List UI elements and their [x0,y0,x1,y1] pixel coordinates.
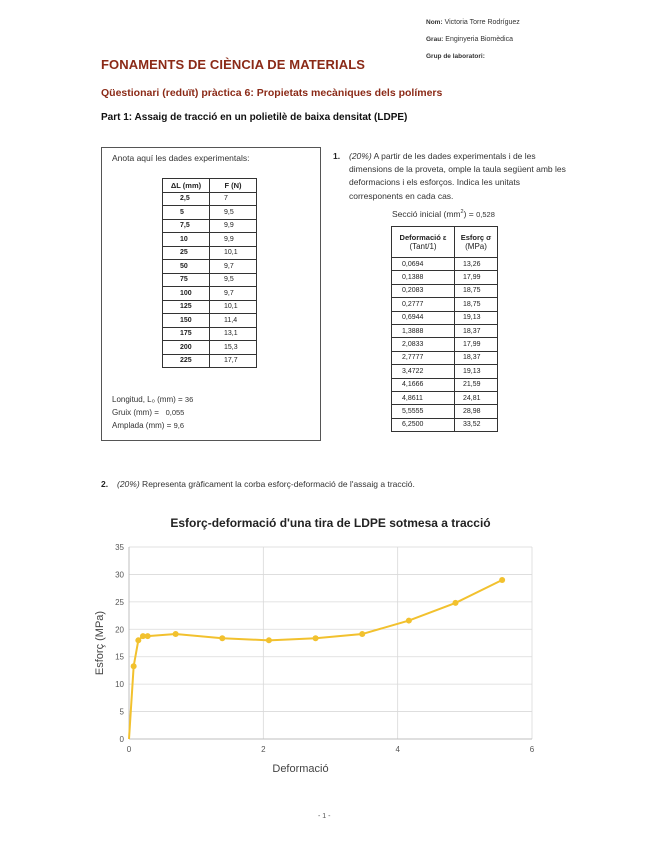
header-name: Nom: Victoria Torre Rodríguez [426,19,520,26]
table-row [163,233,257,247]
dl-cell: 25 [163,246,210,260]
table-row [163,300,257,314]
table-row [163,354,257,368]
header-lab-group: Grup de laboratori: [426,53,485,60]
data-point [145,633,151,639]
x-tick-label: 6 [529,745,535,754]
dl-cell: 200 [163,341,210,355]
section-line: Secció inicial $(mm^2) = 0,528$ [392,209,495,219]
f-cell: 9,9 [210,233,257,247]
dl-cell: 100 [163,287,210,301]
data-point [173,631,179,637]
dl-cell: 2,5 [163,192,210,206]
stress-cell: 33,52 [455,418,498,431]
series-line [129,580,502,739]
x-tick-label: 4 [395,745,400,754]
y-tick-label: 15 [115,652,124,662]
stress-cell: 19,13 [455,365,498,378]
table-row [163,192,257,206]
part-heading: Part 1: Assaig de tracció en un polietilè de baixa densitat (LDPE) [101,112,408,123]
table-row [392,311,498,324]
deformation-cell: 4,1666 [392,378,455,391]
table-row [392,284,498,297]
f-cell: 7 [210,192,257,206]
dl-cell: 225 [163,354,210,368]
dl-cell: 175 [163,327,210,341]
f-cell: 10,1 [210,246,257,260]
header-degree: Grau: Enginyeria Biomèdica [426,36,513,43]
deformation-cell: 0,2777 [392,298,455,311]
table-row [392,378,498,391]
stress-cell: 18,37 [455,324,498,337]
stress-cell: 18,75 [455,298,498,311]
table-row [163,341,257,355]
f-cell: 10,1 [210,300,257,314]
q1-number: 1. [333,151,341,161]
table-row [163,287,257,301]
f-cell: 11,4 [210,314,257,328]
table-row [392,405,498,418]
deformation-cell: 2,7777 [392,351,455,364]
deformation-cell: 5,5555 [392,405,455,418]
stress-cell: 21,59 [455,378,498,391]
x-tick-label: 2 [261,745,266,754]
q2-text: (20%) Representa gràficament la corba esforç-deformació de l'assaig a tracció. [117,479,415,489]
q2-number: 2. [101,479,109,489]
table-row [163,206,257,220]
deformation-cell: 4,8611 [392,391,455,404]
deformation-cell: 2,0833 [392,338,455,351]
experimental-data-label: Anota aquí les dades experimentals: [112,153,250,163]
table-row [163,273,257,287]
dl-cell: 150 [163,314,210,328]
y-axis-label: Esforç (MPa) [94,610,106,676]
f-cell: 9,7 [210,287,257,301]
data-point [131,663,137,669]
table-row [163,260,257,274]
data-point [266,637,272,643]
stress-cell: 13,26 [455,258,498,271]
col-header-f: F (N) [210,179,257,193]
results-table [391,226,498,432]
y-tick-label: 35 [115,543,124,552]
thickness-line: Gruix (mm) = 0,055 [112,408,185,417]
f-cell: 15,3 [210,341,257,355]
stress-cell: 24,81 [455,391,498,404]
col-header-stress: Esforç σ (MPa) [455,227,498,258]
deformation-cell: 3,4722 [392,365,455,378]
y-tick-label: 10 [115,680,124,690]
stress-cell: 19,13 [455,311,498,324]
x-axis-label: Deformació [272,763,329,775]
dl-cell: 75 [163,273,210,287]
y-tick-label: 30 [115,570,124,580]
table-row [392,365,498,378]
page-number: - 1 - [318,813,331,820]
dl-cell: 5 [163,206,210,220]
table-row [163,327,257,341]
data-point [313,635,319,641]
chart-title: Esforç-deformació d'una tira de LDPE sotmesa a tracció [170,516,491,530]
stress-cell: 18,37 [455,351,498,364]
table-row [392,258,498,271]
stress-cell: 17,99 [455,338,498,351]
col-header-deformation: Deformació ε (Tant/1) [392,227,455,258]
deformation-cell: 0,2083 [392,284,455,297]
table-row [163,219,257,233]
f-cell: 9,7 [210,260,257,274]
x-tick-label: 0 [126,745,132,754]
data-point [453,600,459,606]
y-tick-label: 20 [115,625,124,635]
dl-cell: 125 [163,300,210,314]
experimental-table [162,178,257,368]
deformation-cell: 0,1388 [392,271,455,284]
data-point [219,635,225,641]
width-line: Amplada (mm) = 9,6 [112,421,185,430]
dl-cell: 7,5 [163,219,210,233]
data-point [135,637,141,643]
f-cell: 9,9 [210,219,257,233]
stress-cell: 28,98 [455,405,498,418]
table-row [392,391,498,404]
dl-cell: 10 [163,233,210,247]
col-header-dl: ΔL (mm) [163,179,210,193]
table-row [163,314,257,328]
f-cell: 9,5 [210,206,257,220]
deformation-cell: 0,6944 [392,311,455,324]
q1-text: (20%) A partir de les dades experimentals i de les dimensions de la proveta, omple la taula següent amb les deformacions i els esforços. Indica les unitats corresponents en cada cas. [349,151,566,201]
table-row [392,338,498,351]
f-cell: 13,1 [210,327,257,341]
table-row [163,246,257,260]
table-row [392,298,498,311]
page-subtitle: Qüestionari (reduït) pràctica 6: Propietats mecàniques dels polímers [101,87,443,99]
y-tick-label: 0 [119,735,124,744]
table-row [392,418,498,431]
deformation-cell: 0,0694 [392,258,455,271]
stress-cell: 17,99 [455,271,498,284]
data-point [359,631,365,637]
y-tick-label: 25 [115,597,124,607]
y-tick-label: 5 [119,707,124,717]
deformation-cell: 6,2500 [392,418,455,431]
dl-cell: 50 [163,260,210,274]
page-title: FONAMENTS DE CIÈNCIA DE MATERIALS [101,57,366,72]
table-row [392,351,498,364]
table-row [392,271,498,284]
deformation-cell: 1,3888 [392,324,455,337]
f-cell: 9,5 [210,273,257,287]
stress-cell: 18,75 [455,284,498,297]
data-point [499,577,505,583]
length-line: Longitud, L₀ (mm) = 36 [112,395,194,404]
stress-strain-chart [85,510,565,785]
f-cell: 17,7 [210,354,257,368]
data-point [406,618,412,624]
table-row [392,324,498,337]
